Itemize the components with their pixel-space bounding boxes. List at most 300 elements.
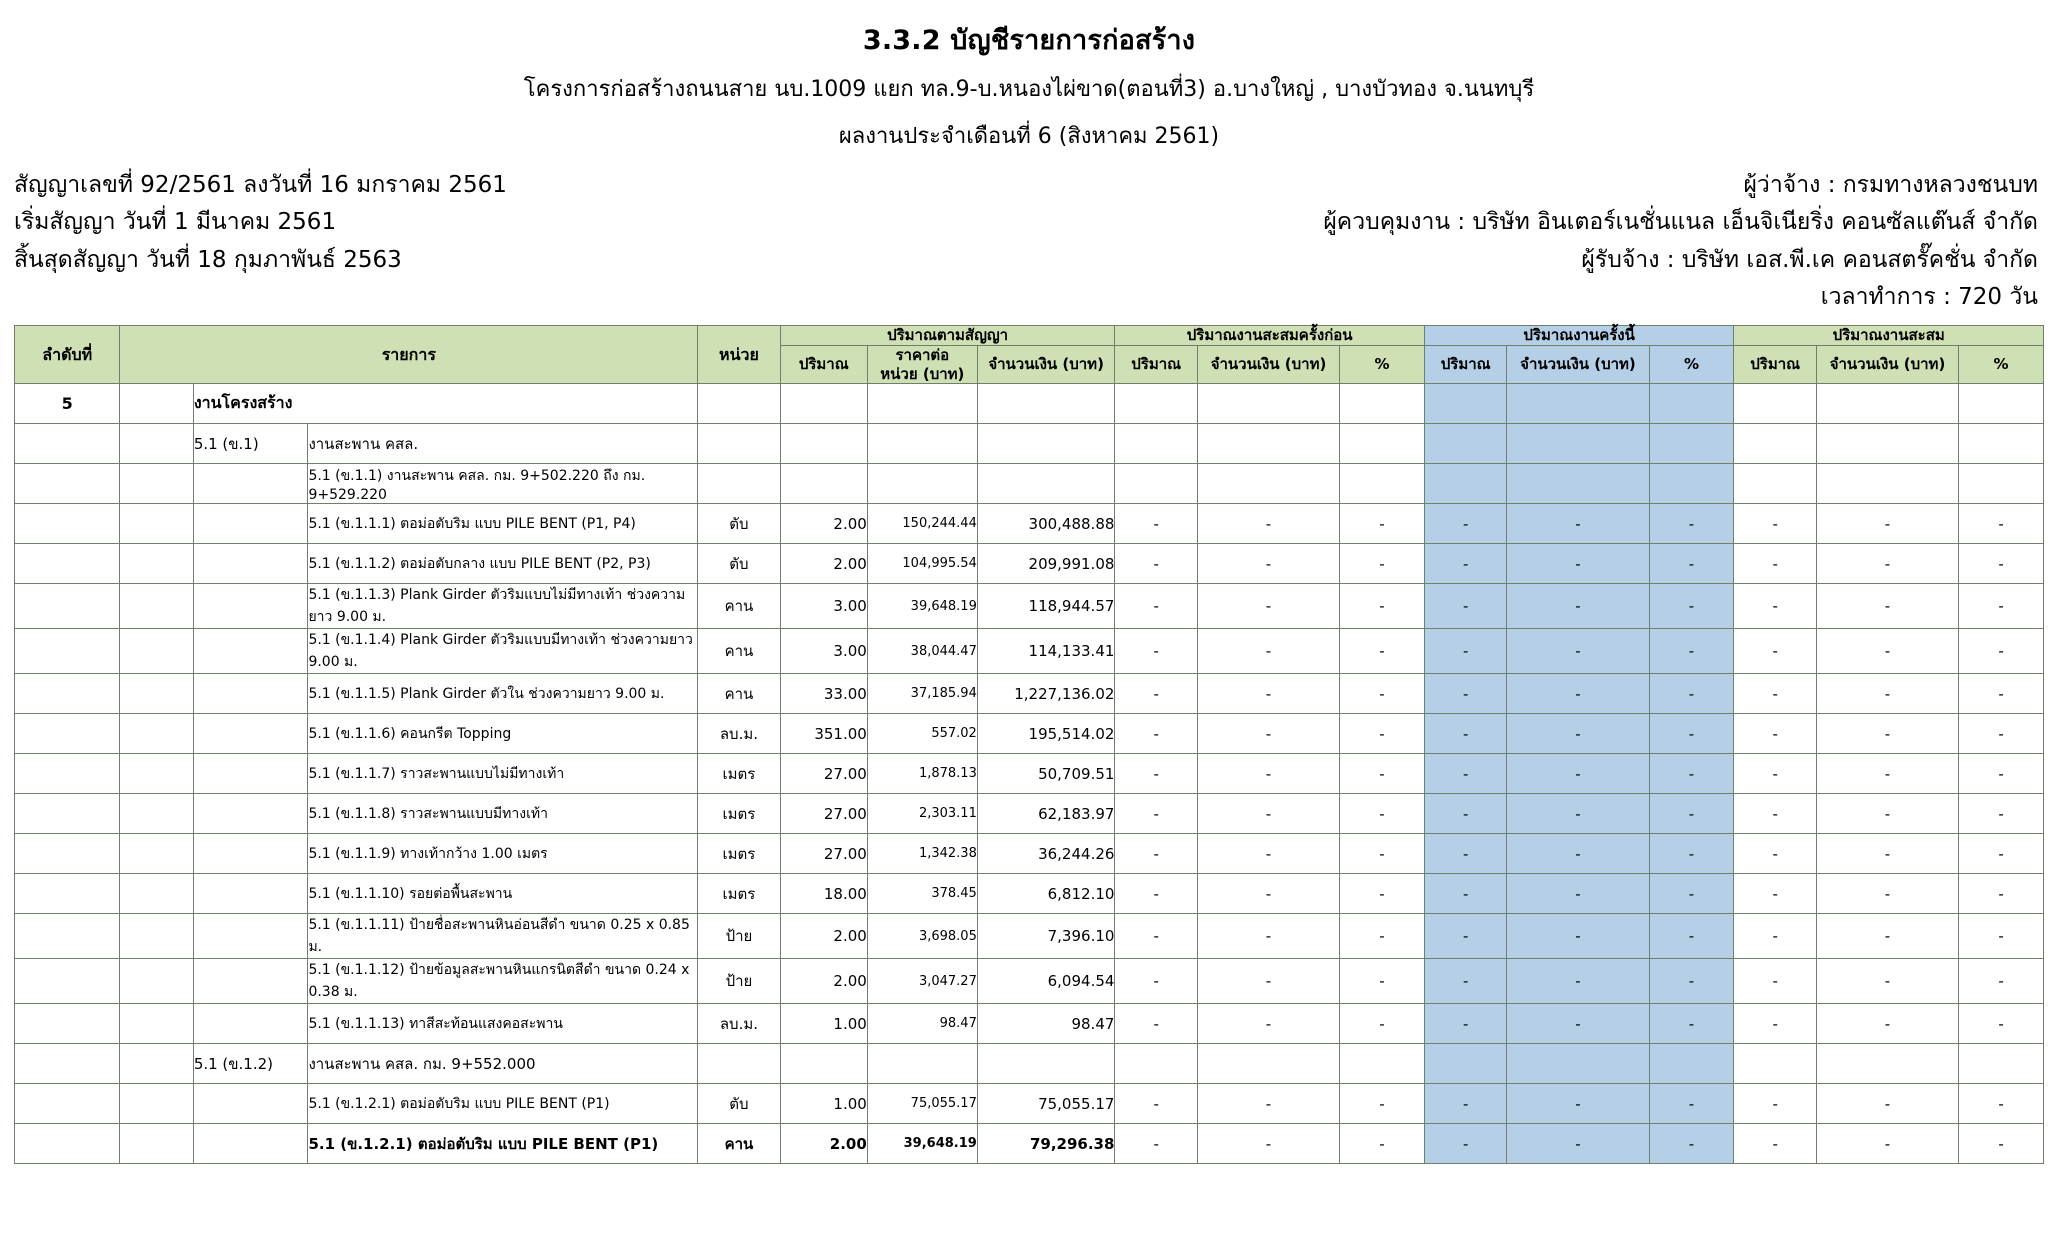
cell-current-amount: - [1507,1004,1649,1044]
table-row [15,424,2044,464]
cell-total-qty [1734,464,1817,504]
cell-spacer [120,504,193,544]
cell-current-percent [1649,384,1734,424]
cell-total-qty [1734,1044,1817,1084]
supervisor: ผู้ควบคุมงาน : บริษัท อินเตอร์เนชั่นแนล เอ็นจิเนียริ่ง คอนซัลแต๊นส์ จำกัด [1323,209,2038,236]
cell-unit [698,424,781,464]
cell-description: งานสะพาน คสล. กม. 9+552.000 [308,1044,698,1084]
cell-unit [698,384,781,424]
cell-current-qty [1424,424,1507,464]
cell-contract-qty: 3.00 [780,584,867,629]
cell-prev-amount: - [1197,914,1339,959]
table-row [15,959,2044,1004]
cell-prev-percent [1340,1044,1425,1084]
cell-prev-qty: - [1115,834,1198,874]
cell-current-percent: - [1649,544,1734,584]
cell-description: 5.1 (ข.1.2.1) ตอม่อตับริม แบบ PILE BENT (P1) [308,1084,698,1124]
table-header [15,326,2044,384]
cell-prev-qty [1115,464,1198,504]
cell-spacer [193,544,308,584]
cell-current-amount: - [1507,584,1649,629]
cell-prev-amount: - [1197,544,1339,584]
cell-row-number [15,504,120,544]
cell-prev-amount [1197,424,1339,464]
cell-spacer [120,584,193,629]
cell-current-qty: - [1424,714,1507,754]
cell-total-amount: - [1816,544,1958,584]
cell-contract-amount: 62,183.97 [977,794,1115,834]
cell-current-percent: - [1649,714,1734,754]
cell-total-amount: - [1816,1124,1958,1164]
cell-item-code: 5.1 (ข.1.2) [193,1044,308,1084]
cell-total-amount: - [1816,914,1958,959]
cell-prev-amount: - [1197,1084,1339,1124]
cell-row-number [15,629,120,674]
cell-current-qty: - [1424,914,1507,959]
cell-current-qty: - [1424,504,1507,544]
header-current-percent: % [1649,345,1734,384]
cell-total-qty: - [1734,914,1817,959]
header-description: รายการ [120,326,698,384]
cell-total-qty: - [1734,1084,1817,1124]
cell-contract-qty: 2.00 [780,504,867,544]
cell-prev-amount: - [1197,714,1339,754]
header-unit-price-line1: ราคาต่อ [895,345,950,364]
cell-current-qty: - [1424,1124,1507,1164]
table-row [15,584,2044,629]
cell-spacer [120,754,193,794]
cell-contract-unit-price: 104,995.54 [867,544,977,584]
header-total-qty: ปริมาณ [1734,345,1817,384]
table-row [15,834,2044,874]
cell-contract-unit-price: 75,055.17 [867,1084,977,1124]
cell-current-qty: - [1424,754,1507,794]
cell-contract-amount: 1,227,136.02 [977,674,1115,714]
contract-number: สัญญาเลขที่ 92/2561 ลงวันที่ 16 มกราคม 2561 [14,172,507,198]
cell-total-percent [1959,384,2044,424]
cell-contract-unit-price [867,424,977,464]
cell-contract-amount: 114,133.41 [977,629,1115,674]
header-total-amount: จำนวนเงิน (บาท) [1816,345,1958,384]
cell-contract-amount: 209,991.08 [977,544,1115,584]
cell-total-amount [1816,424,1958,464]
cell-row-number [15,1124,120,1164]
cell-description: 5.1 (ข.1.1.6) คอนกรีต Topping [308,714,698,754]
header-group-previous: ปริมาณงานสะสมครั้งก่อน [1115,326,1424,346]
cell-spacer [193,874,308,914]
cell-current-percent [1649,1044,1734,1084]
cell-unit: เมตร [698,754,781,794]
cell-current-percent: - [1649,794,1734,834]
cell-unit: ลบ.ม. [698,714,781,754]
cell-spacer [193,754,308,794]
cell-total-percent: - [1959,959,2044,1004]
header-unit: หน่วย [698,326,781,384]
cell-total-qty: - [1734,834,1817,874]
cell-contract-qty: 2.00 [780,959,867,1004]
cell-prev-amount [1197,384,1339,424]
cell-contract-amount: 98.47 [977,1004,1115,1044]
cell-current-amount: - [1507,544,1649,584]
cell-description: 5.1 (ข.1.1.8) ราวสะพานแบบมีทางเท้า [308,794,698,834]
cell-total-percent: - [1959,544,2044,584]
cell-total-percent: - [1959,674,2044,714]
cell-current-qty: - [1424,674,1507,714]
cell-current-amount: - [1507,794,1649,834]
cell-contract-amount [977,1044,1115,1084]
table-row [15,874,2044,914]
cell-contract-unit-price: 37,185.94 [867,674,977,714]
cell-current-qty [1424,1044,1507,1084]
cell-current-percent: - [1649,754,1734,794]
cell-contract-amount [977,384,1115,424]
cell-current-qty: - [1424,629,1507,674]
cell-current-qty: - [1424,1084,1507,1124]
cell-current-qty: - [1424,1004,1507,1044]
cell-current-amount: - [1507,629,1649,674]
cell-contract-unit-price: 38,044.47 [867,629,977,674]
header-prev-amount: จำนวนเงิน (บาท) [1197,345,1339,384]
header-contract-amount: จำนวนเงิน (บาท) [977,345,1115,384]
table-row [15,504,2044,544]
cell-total-amount: - [1816,504,1958,544]
cell-current-amount [1507,1044,1649,1084]
cell-total-percent: - [1959,794,2044,834]
table-body [15,384,2044,1164]
cell-total-percent: - [1959,629,2044,674]
cell-prev-qty: - [1115,629,1198,674]
cell-spacer [193,584,308,629]
table-row [15,754,2044,794]
cell-row-number [15,959,120,1004]
cell-spacer [120,959,193,1004]
cell-prev-qty [1115,424,1198,464]
cell-spacer [120,1004,193,1044]
cell-current-amount: - [1507,874,1649,914]
cell-prev-percent: - [1340,1004,1425,1044]
cell-spacer [193,629,308,674]
cell-contract-qty: 3.00 [780,629,867,674]
header-current-qty: ปริมาณ [1424,345,1507,384]
cell-spacer [120,424,193,464]
cell-current-qty: - [1424,584,1507,629]
cell-contract-amount [977,424,1115,464]
cell-prev-percent: - [1340,504,1425,544]
cell-total-qty: - [1734,1004,1817,1044]
cell-total-qty: - [1734,794,1817,834]
cell-contract-qty: 2.00 [780,544,867,584]
cell-spacer [120,464,193,504]
cell-total-qty: - [1734,874,1817,914]
cell-current-percent: - [1649,504,1734,544]
cell-current-amount: - [1507,754,1649,794]
cell-unit [698,1044,781,1084]
cell-contract-amount: 6,812.10 [977,874,1115,914]
cell-contract-qty [780,424,867,464]
cell-row-number [15,754,120,794]
cell-unit: ตับ [698,1084,781,1124]
cell-current-percent: - [1649,1084,1734,1124]
cell-prev-percent [1340,384,1425,424]
cell-total-amount: - [1816,874,1958,914]
project-subtitle: โครงการก่อสร้างถนนสาย นบ.1009 แยก ทล.9-บ.หนองไผ่ขาด(ตอนที่3) อ.บางใหญ่ , บางบัวทอง จ.นนทบุรี [523,77,1535,102]
cell-spacer [120,384,193,424]
cell-prev-qty: - [1115,714,1198,754]
cell-spacer [120,794,193,834]
cell-row-number [15,1004,120,1044]
cell-prev-amount: - [1197,629,1339,674]
cell-unit [698,464,781,504]
header-group-total: ปริมาณงานสะสม [1734,326,2044,346]
cell-prev-percent [1340,464,1425,504]
employer: ผู้ว่าจ้าง : กรมทางหลวงชนบท [1743,172,2038,198]
contractor: ผู้รับจ้าง : บริษัท เอส.พี.เค คอนสตรั๊คชั่น จำกัด [1581,246,2038,273]
cell-total-percent: - [1959,914,2044,959]
cell-prev-percent: - [1340,959,1425,1004]
cell-prev-qty: - [1115,754,1198,794]
cell-spacer [193,1084,308,1124]
cell-unit: ตับ [698,504,781,544]
cell-description: 5.1 (ข.1.1.1) ตอม่อตับริม แบบ PILE BENT (P1, P4) [308,504,698,544]
cell-contract-qty: 27.00 [780,754,867,794]
cell-row-number [15,544,120,584]
cell-current-qty: - [1424,544,1507,584]
cell-row-number [15,834,120,874]
cell-contract-qty [780,1044,867,1084]
cell-item-code: 5.1 (ข.1) [193,424,308,464]
cell-row-number [15,914,120,959]
cell-prev-qty: - [1115,959,1198,1004]
cell-spacer [193,504,308,544]
cell-row-number: 5 [15,384,120,424]
cell-spacer [193,794,308,834]
cell-prev-qty: - [1115,1084,1198,1124]
cell-total-percent: - [1959,1124,2044,1164]
cell-description: 5.1 (ข.1.1) งานสะพาน คสล. กม. 9+502.220 ถึง กม. 9+529.220 [308,464,698,504]
cell-contract-unit-price: 2,303.11 [867,794,977,834]
cell-spacer [120,1124,193,1164]
cell-spacer [120,874,193,914]
cell-current-qty: - [1424,874,1507,914]
cell-current-amount [1507,424,1649,464]
table-row [15,464,2044,504]
cell-current-amount: - [1507,959,1649,1004]
header-no: ลำดับที่ [15,326,120,384]
cell-spacer [193,834,308,874]
header-current-amount: จำนวนเงิน (บาท) [1507,345,1649,384]
cell-contract-unit-price: 1,878.13 [867,754,977,794]
cell-description: 5.1 (ข.1.1.3) Plank Girder ตัวริมแบบไม่มีทางเท้า ช่วงความยาว 9.00 ม. [308,584,698,629]
table-row [15,674,2044,714]
cell-contract-amount: 6,094.54 [977,959,1115,1004]
cell-contract-amount: 195,514.02 [977,714,1115,754]
cell-spacer [120,1044,193,1084]
cell-unit: คาน [698,1124,781,1164]
cell-spacer [120,914,193,959]
cell-description: 5.1 (ข.1.1.9) ทางเท้ากว้าง 1.00 เมตร [308,834,698,874]
cell-spacer [193,1004,308,1044]
cell-prev-percent: - [1340,834,1425,874]
cell-prev-percent: - [1340,629,1425,674]
cell-row-number [15,674,120,714]
cell-total-amount: - [1816,584,1958,629]
cell-prev-amount: - [1197,874,1339,914]
cell-prev-amount: - [1197,794,1339,834]
cell-row-number [15,1044,120,1084]
cell-spacer [120,1084,193,1124]
cell-prev-qty: - [1115,794,1198,834]
cell-row-number [15,1084,120,1124]
header-group-current: ปริมาณงานครั้งนี้ [1424,326,1734,346]
cell-current-amount: - [1507,1084,1649,1124]
cell-total-qty: - [1734,754,1817,794]
cell-current-percent: - [1649,674,1734,714]
table-row [15,914,2044,959]
cell-total-percent [1959,1044,2044,1084]
contract-meta [14,167,2044,317]
cell-contract-amount: 300,488.88 [977,504,1115,544]
cell-contract-unit-price: 1,342.38 [867,834,977,874]
cell-total-amount: - [1816,754,1958,794]
cell-contract-amount: 50,709.51 [977,754,1115,794]
cell-spacer [193,464,308,504]
title-block [14,18,2044,153]
cell-total-percent: - [1959,834,2044,874]
cell-contract-unit-price: 378.45 [867,874,977,914]
cell-prev-percent: - [1340,1124,1425,1164]
cell-description: งานโครงสร้าง [193,384,697,424]
cell-current-percent: - [1649,874,1734,914]
cell-total-percent [1959,464,2044,504]
table-row [15,794,2044,834]
cell-total-qty: - [1734,959,1817,1004]
cell-row-number [15,424,120,464]
cell-prev-amount: - [1197,1004,1339,1044]
page-title: 3.3.2 บัญชีรายการก่อสร้าง [862,25,1196,56]
cell-current-qty [1424,384,1507,424]
cell-contract-qty: 351.00 [780,714,867,754]
cell-total-qty: - [1734,504,1817,544]
cell-contract-qty: 27.00 [780,794,867,834]
cell-current-percent [1649,464,1734,504]
cell-prev-qty: - [1115,1124,1198,1164]
cell-total-qty: - [1734,544,1817,584]
cell-total-percent: - [1959,1084,2044,1124]
cell-current-percent: - [1649,959,1734,1004]
cell-prev-qty: - [1115,504,1198,544]
cell-prev-amount: - [1197,754,1339,794]
cell-contract-amount: 7,396.10 [977,914,1115,959]
cell-prev-amount [1197,464,1339,504]
cell-spacer [193,674,308,714]
cell-contract-amount: 79,296.38 [977,1124,1115,1164]
cell-current-amount [1507,384,1649,424]
header-prev-qty: ปริมาณ [1115,345,1198,384]
cell-prev-percent: - [1340,754,1425,794]
cell-current-qty: - [1424,834,1507,874]
contract-start: เริ่มสัญญา วันที่ 1 มีนาคม 2561 [14,209,337,236]
cell-total-amount: - [1816,629,1958,674]
cell-contract-amount: 118,944.57 [977,584,1115,629]
cell-contract-unit-price [867,1044,977,1084]
cell-spacer [120,544,193,584]
cell-prev-qty: - [1115,1004,1198,1044]
cell-prev-qty: - [1115,674,1198,714]
cell-total-amount: - [1816,674,1958,714]
cell-contract-unit-price: 150,244.44 [867,504,977,544]
cell-contract-qty: 1.00 [780,1084,867,1124]
cell-contract-amount [977,464,1115,504]
cell-current-percent: - [1649,1124,1734,1164]
cell-contract-qty: 18.00 [780,874,867,914]
table-row [15,629,2044,674]
cell-unit: ป้าย [698,914,781,959]
cell-total-percent: - [1959,1004,2044,1044]
cell-current-percent: - [1649,1004,1734,1044]
cell-unit: คาน [698,674,781,714]
cell-spacer [193,714,308,754]
cell-unit: เมตร [698,794,781,834]
cell-prev-amount [1197,1044,1339,1084]
cell-prev-qty: - [1115,914,1198,959]
cell-total-amount: - [1816,834,1958,874]
cell-total-amount: - [1816,1004,1958,1044]
cell-unit: คาน [698,629,781,674]
cell-prev-percent: - [1340,874,1425,914]
cell-description: 5.1 (ข.1.1.4) Plank Girder ตัวริมแบบมีทางเท้า ช่วงความยาว 9.00 ม. [308,629,698,674]
cell-current-amount [1507,464,1649,504]
cell-total-percent: - [1959,504,2044,544]
cell-total-amount: - [1816,959,1958,1004]
cell-description: 5.1 (ข.1.1.12) ป้ายข้อมูลสะพานหินแกรนิตสีดำ ขนาด 0.24 x 0.38 ม. [308,959,698,1004]
cell-description: 5.1 (ข.1.2.1) ตอม่อตับริม แบบ PILE BENT (P1) [308,1124,698,1164]
cell-total-qty [1734,424,1817,464]
cell-prev-percent: - [1340,1084,1425,1124]
cell-prev-qty: - [1115,584,1198,629]
cell-contract-unit-price [867,464,977,504]
cell-prev-percent [1340,424,1425,464]
cell-total-amount: - [1816,794,1958,834]
period-subtitle: ผลงานประจำเดือนที่ 6 (สิงหาคม 2561) [838,124,1220,149]
cell-current-amount: - [1507,914,1649,959]
cell-current-amount: - [1507,674,1649,714]
contract-end: สิ้นสุดสัญญา วันที่ 18 กุมภาพันธ์ 2563 [14,246,402,273]
header-total-percent: % [1959,345,2044,384]
cell-prev-amount: - [1197,674,1339,714]
cell-total-qty: - [1734,629,1817,674]
cell-contract-qty: 2.00 [780,1124,867,1164]
cell-spacer [120,714,193,754]
table-row [15,544,2044,584]
cell-prev-amount: - [1197,504,1339,544]
cell-contract-unit-price: 3,047.27 [867,959,977,1004]
cell-contract-unit-price [867,384,977,424]
cell-description: 5.1 (ข.1.1.5) Plank Girder ตัวใน ช่วงความยาว 9.00 ม. [308,674,698,714]
cell-current-percent: - [1649,584,1734,629]
working-days: เวลาทำการ : 720 วัน [1820,283,2038,310]
cell-unit: ป้าย [698,959,781,1004]
cell-contract-amount: 75,055.17 [977,1084,1115,1124]
cell-contract-unit-price: 3,698.05 [867,914,977,959]
cell-unit: เมตร [698,874,781,914]
cell-prev-qty: - [1115,544,1198,584]
cell-contract-qty [780,384,867,424]
table-row [15,384,2044,424]
cell-prev-percent: - [1340,794,1425,834]
cell-description: 5.1 (ข.1.1.2) ตอม่อตับกลาง แบบ PILE BENT (P2, P3) [308,544,698,584]
header-contract-qty: ปริมาณ [780,345,867,384]
cell-description: 5.1 (ข.1.1.11) ป้ายชื่อสะพานหินอ่อนสีดำ ขนาด 0.25 x 0.85 ม. [308,914,698,959]
